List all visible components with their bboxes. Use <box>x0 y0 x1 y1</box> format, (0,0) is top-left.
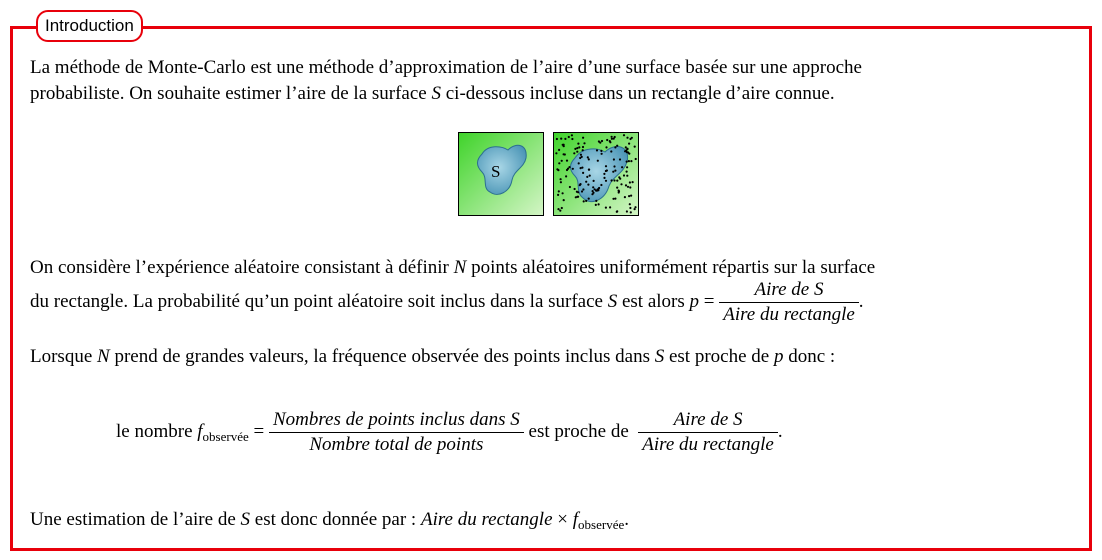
random-point <box>563 199 565 201</box>
random-point <box>614 170 616 172</box>
random-point <box>565 175 567 177</box>
random-point <box>587 156 589 158</box>
random-point <box>635 158 637 160</box>
random-point <box>625 150 627 152</box>
random-point <box>614 198 616 200</box>
random-point <box>573 152 575 154</box>
random-point <box>629 203 631 205</box>
random-point <box>627 186 629 188</box>
random-point <box>577 196 579 198</box>
random-point <box>597 160 599 162</box>
random-point <box>600 150 602 152</box>
para2-line2: du rectangle. La probabilité qu’un point aléatoire soit inclus dans la surface S est alors p = $\frac{\text{Aire de S}}{\text{Aire du rectangle}}$ . <box>30 279 864 325</box>
random-point <box>628 143 630 145</box>
random-point <box>585 181 587 183</box>
random-point <box>616 145 618 147</box>
random-point <box>613 165 615 167</box>
random-point <box>626 161 628 163</box>
random-point <box>571 134 573 136</box>
random-point <box>563 153 565 155</box>
random-point <box>606 139 608 141</box>
random-point <box>560 181 562 183</box>
random-point <box>581 156 583 158</box>
random-point <box>601 153 603 155</box>
random-point <box>600 184 602 186</box>
random-point <box>574 148 576 150</box>
random-point <box>623 174 625 176</box>
random-point <box>587 184 589 186</box>
random-point <box>586 176 588 178</box>
random-point <box>606 169 608 171</box>
random-point <box>593 180 595 182</box>
random-point <box>629 186 631 188</box>
random-point <box>623 134 625 136</box>
random-point <box>596 149 598 151</box>
random-point <box>582 188 584 190</box>
random-point <box>582 137 584 139</box>
random-point <box>629 207 631 209</box>
random-point <box>630 211 632 213</box>
random-point <box>626 137 628 139</box>
random-point <box>621 166 623 168</box>
random-point <box>562 144 564 146</box>
random-point <box>595 200 597 202</box>
random-point <box>626 175 628 177</box>
surface-s-label: S <box>491 162 501 181</box>
random-point <box>592 186 594 188</box>
random-point <box>619 158 621 160</box>
random-point <box>577 191 579 193</box>
random-point <box>626 210 628 212</box>
box-title: Introduction <box>36 10 143 42</box>
random-point <box>614 146 616 148</box>
random-point <box>619 178 621 180</box>
random-point <box>628 195 630 197</box>
random-point <box>559 210 561 212</box>
random-point <box>588 158 590 160</box>
random-point <box>591 193 593 195</box>
random-point <box>582 149 584 151</box>
random-point <box>613 158 615 160</box>
random-point <box>628 160 630 162</box>
figure-random-points <box>553 132 639 216</box>
random-point <box>616 180 618 182</box>
random-point <box>609 206 611 208</box>
random-point <box>626 171 628 173</box>
random-point <box>558 162 560 164</box>
random-point <box>566 160 568 162</box>
random-point <box>616 211 618 213</box>
para4: Une estimation de l’aire de S est donc donnée par : Aire du rectangle × $f_{observée}$. <box>30 509 629 532</box>
random-point <box>582 172 584 174</box>
random-point <box>576 151 578 153</box>
random-point <box>578 162 580 164</box>
frequency-formula: le nombre $f_{observée}$ = $\frac{\text{Nombres de points inclus dans S}}{\text{Nombre total de points}}$ est proche de $\frac{\text{Aire de S}}{\text{Aire du rectangle}}$ . <box>116 409 783 455</box>
random-point <box>598 203 600 205</box>
para2-line1: On considère l’expérience aléatoire consistant à définir N points aléatoires uniformément répartis sur la surface <box>30 257 876 278</box>
frequency-fraction: $\frac{\text{Nombres de points inclus dans S}}{\text{Nombre total de points}}$ <box>269 408 524 457</box>
random-point <box>564 138 566 140</box>
random-point <box>557 194 559 196</box>
random-point <box>555 152 557 154</box>
random-point <box>560 138 562 140</box>
random-point <box>630 195 632 197</box>
random-point <box>557 208 559 210</box>
random-point <box>562 192 564 194</box>
random-point <box>612 171 614 173</box>
random-point <box>629 138 631 140</box>
random-point <box>598 140 600 142</box>
random-point <box>558 149 560 151</box>
para1-line2: probabiliste. On souhaite estimer l’aire de la surface S ci-dessous incluse dans un rectangle d’aire connue. <box>30 83 835 104</box>
para1-line1: La méthode de Monte-Carlo est une méthode d’approximation de l’aire d’une surface basée sur une approche <box>30 57 862 78</box>
random-point <box>561 207 563 209</box>
random-point <box>575 196 577 198</box>
random-point <box>582 146 584 148</box>
random-point <box>634 208 636 210</box>
random-point <box>605 180 607 182</box>
random-point <box>571 138 573 140</box>
random-point <box>558 190 560 192</box>
random-point <box>595 204 597 206</box>
random-point <box>605 207 607 209</box>
random-point <box>605 146 607 148</box>
para3: Lorsque N prend de grandes valeurs, la fréquence observée des points inclus dans S est proche de p donc : <box>30 346 836 367</box>
random-point <box>611 138 613 140</box>
random-point <box>610 150 612 152</box>
random-point <box>568 166 570 168</box>
random-point <box>624 196 626 198</box>
random-point <box>572 168 574 170</box>
random-point <box>634 146 636 148</box>
random-point <box>625 146 627 148</box>
random-point <box>556 138 558 140</box>
random-point <box>611 136 613 138</box>
random-point <box>580 154 582 156</box>
random-point <box>614 136 616 138</box>
random-point <box>576 147 578 149</box>
random-point <box>578 146 580 148</box>
random-point <box>632 181 634 183</box>
random-point <box>601 140 603 142</box>
area-fraction: $\frac{\text{Aire de S}}{\text{Aire du rectangle}}$ <box>638 408 778 457</box>
random-point <box>560 178 562 180</box>
random-point <box>569 186 571 188</box>
figure-surface-s <box>458 132 544 216</box>
random-point <box>616 187 618 189</box>
random-point <box>620 183 622 185</box>
random-point <box>626 166 628 168</box>
random-point <box>625 184 627 186</box>
random-point <box>588 198 590 200</box>
random-point <box>597 188 599 190</box>
random-point <box>588 169 590 171</box>
random-point <box>579 184 581 186</box>
random-point <box>612 198 614 200</box>
random-point <box>630 160 632 162</box>
random-point <box>583 142 585 144</box>
random-point <box>585 200 587 202</box>
random-point <box>629 181 631 183</box>
random-point <box>613 179 615 181</box>
random-point <box>568 136 570 138</box>
random-point <box>574 188 576 190</box>
random-point <box>557 169 559 171</box>
random-point <box>566 169 568 171</box>
random-point <box>634 206 636 208</box>
random-point <box>605 165 607 167</box>
random-point <box>627 151 629 153</box>
random-point <box>561 160 563 162</box>
random-point <box>611 179 613 181</box>
random-point <box>609 141 611 143</box>
random-point <box>603 177 605 179</box>
random-point <box>594 188 596 190</box>
random-point <box>618 190 620 192</box>
random-point <box>581 190 583 192</box>
random-point <box>583 200 585 202</box>
random-point <box>589 175 591 177</box>
random-point <box>577 143 579 145</box>
random-point <box>603 173 605 175</box>
probability-fraction: $\frac{\text{Aire de S}}{\text{Aire du rectangle}}$ <box>719 278 859 327</box>
random-point <box>581 167 583 169</box>
